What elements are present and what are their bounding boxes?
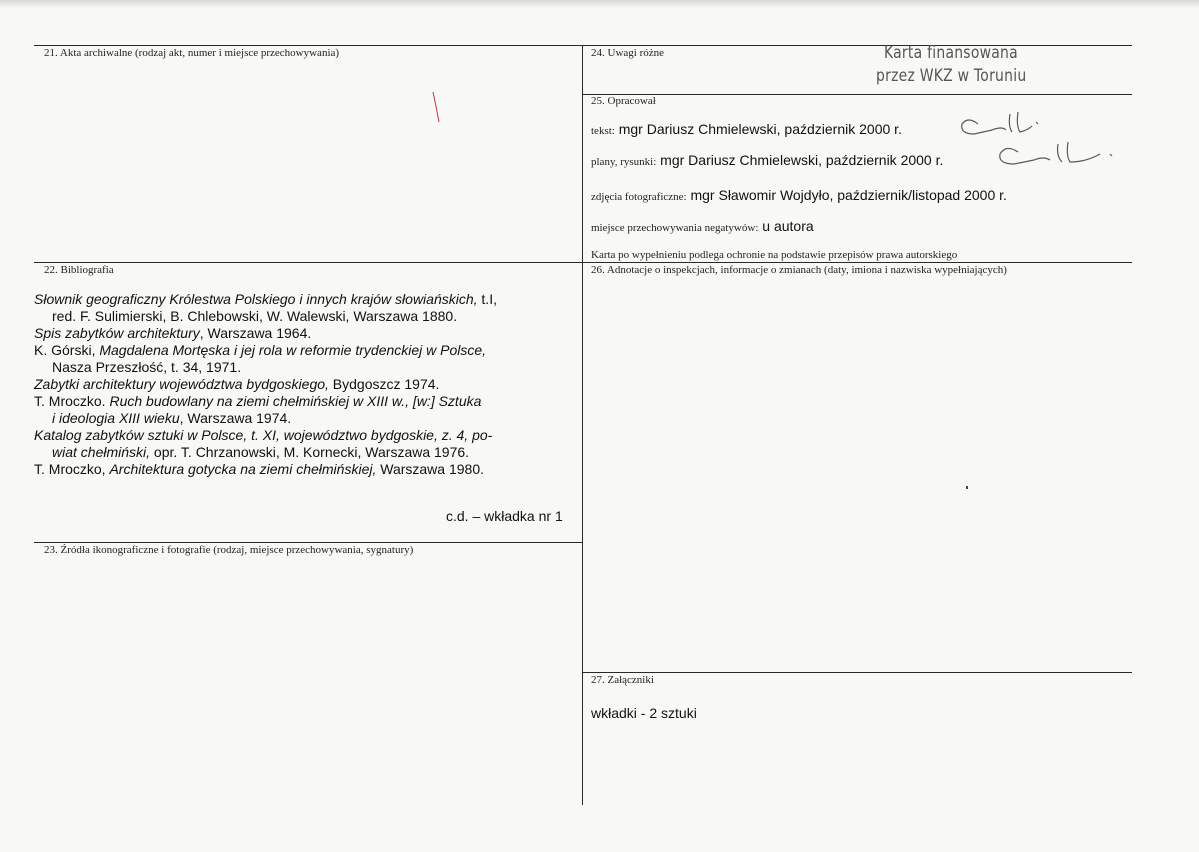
- bibliography-entry: [34, 427, 594, 461]
- bibliography-line: [34, 308, 594, 325]
- paper-top-edge: [0, 0, 1199, 8]
- bibliography-title-text: Ruch budowlany na ziemi chełmińskiej w XIII w., [w:] Sztuka: [109, 393, 482, 409]
- bibliography-text: T. Mroczko.: [34, 393, 110, 409]
- bibliography-title-text: Katalog zabytków sztuki w Polsce, t. XI, województwo bydgoskie, z. 4, po-: [34, 427, 493, 443]
- bibliography-text: , Warszawa 1964.: [199, 325, 312, 341]
- continuation-note: c.d. – wkładka nr 1: [446, 508, 563, 524]
- bibliography-entry: [34, 342, 594, 376]
- bibliography-line: [34, 325, 594, 342]
- negatives-row: [591, 218, 814, 236]
- bibliography-title-text: Słownik geograficzny Królestwa Polskiego i innych krajów słowiańskich,: [34, 291, 478, 307]
- bibliography-entry: [34, 461, 594, 478]
- bibliography-title-text: Zabytki architektury województwa bydgoskiego,: [34, 376, 329, 392]
- bibliography-line: [34, 461, 594, 478]
- line-24-25: [582, 94, 1132, 95]
- bibliography-text: Bydgoszcz 1974.: [328, 376, 440, 392]
- line-26-27: [582, 672, 1132, 673]
- bibliography-line: [34, 376, 594, 393]
- bibliography-title-text: Magdalena Mortęska i jej rola w reformie trydenckiej w Polsce,: [99, 342, 487, 358]
- bibliography-list: [34, 291, 594, 478]
- bibliography-title-text: Spis zabytków architektury: [34, 325, 200, 341]
- bibliography-text: opr. T. Chrzanowski, M. Kornecki, Warszawa 1976.: [150, 444, 470, 460]
- author-text-prefix: tekst:: [591, 125, 615, 137]
- bibliography-text: , Warszawa 1974.: [179, 410, 292, 426]
- funding-stamp-line1: Karta finansowana: [884, 43, 1018, 63]
- field-26-label: 26. Adnotacje o inspekcjach, informacje o zmianach (daty, imiona i nazwiska wypełniających): [591, 264, 1007, 276]
- bibliography-line: [34, 359, 594, 376]
- bibliography-title-text: Architektura gotycka na ziemi chełmińskiej,: [109, 461, 377, 477]
- bibliography-entry: [34, 393, 594, 427]
- line-21-22: [34, 262, 1132, 263]
- signature-2: [996, 138, 1126, 172]
- field-23-label: 23. Źródła ikonograficzne i fotografie (rodzaj, miejsce przechowywania, sygnatury): [44, 544, 414, 556]
- field-22-label: 22. Bibliografia: [44, 264, 114, 276]
- bibliography-line: [34, 393, 594, 410]
- bibliography-text: t.I,: [477, 291, 497, 307]
- bibliography-entry: [34, 376, 594, 393]
- field-21-label: 21. Akta archiwalne (rodzaj akt, numer i miejsce przechowywania): [44, 47, 340, 59]
- bibliography-text: red. F. Sulimierski, B. Chlebowski, W. Walewski, Warszawa 1880.: [52, 308, 458, 324]
- ink-dot: [966, 486, 968, 489]
- author-photos-row: [591, 187, 1007, 205]
- negatives-prefix: miejsce przechowywania negatywów:: [591, 222, 759, 234]
- author-drawings-value: mgr Dariusz Chmielewski, październik 2000 r.: [656, 152, 944, 168]
- bibliography-line: [34, 342, 594, 359]
- bibliography-text: Warszawa 1980.: [376, 461, 484, 477]
- bibliography-line: [34, 410, 594, 427]
- funding-stamp-line2: przez WKZ w Toruniu: [876, 66, 1027, 86]
- bibliography-title-text: i ideologia XIII wieku: [52, 410, 180, 426]
- attachments-value: wkładki - 2 sztuki: [591, 705, 697, 721]
- bibliography-line: [34, 427, 594, 444]
- bibliography-title-text: wiat chełmiński,: [52, 444, 151, 460]
- author-photos-prefix: zdjęcia fotograficzne:: [591, 191, 687, 203]
- bibliography-entry: [34, 291, 594, 325]
- bibliography-line: [34, 444, 594, 461]
- negatives-value: u autora: [758, 218, 814, 234]
- author-text-row: [591, 121, 902, 139]
- field-25-label: 25. Opracował: [591, 95, 656, 107]
- bibliography-entry: [34, 325, 594, 342]
- field-24-label: 24. Uwagi różne: [591, 47, 665, 59]
- author-photos-value: mgr Sławomir Wojdyło, październik/listopad 2000 r.: [686, 187, 1007, 203]
- field-27-label: 27. Załączniki: [591, 674, 654, 686]
- bibliography-text: K. Górski,: [34, 342, 100, 358]
- bibliography-text: T. Mroczko,: [34, 461, 110, 477]
- bibliography-text: Nasza Przeszłość, t. 34, 1971.: [52, 359, 242, 375]
- author-drawings-row: [591, 152, 943, 170]
- copyright-note: Karta po wypełnieniu podlega ochronie na podstawie przepisów prawa autorskiego: [591, 249, 958, 261]
- author-text-value: mgr Dariusz Chmielewski, październik 2000 r.: [614, 121, 902, 137]
- ink-mark: [430, 90, 442, 126]
- line-22-23: [34, 542, 582, 543]
- bibliography-line: [34, 291, 594, 308]
- author-drawings-prefix: plany, rysunki:: [591, 156, 657, 168]
